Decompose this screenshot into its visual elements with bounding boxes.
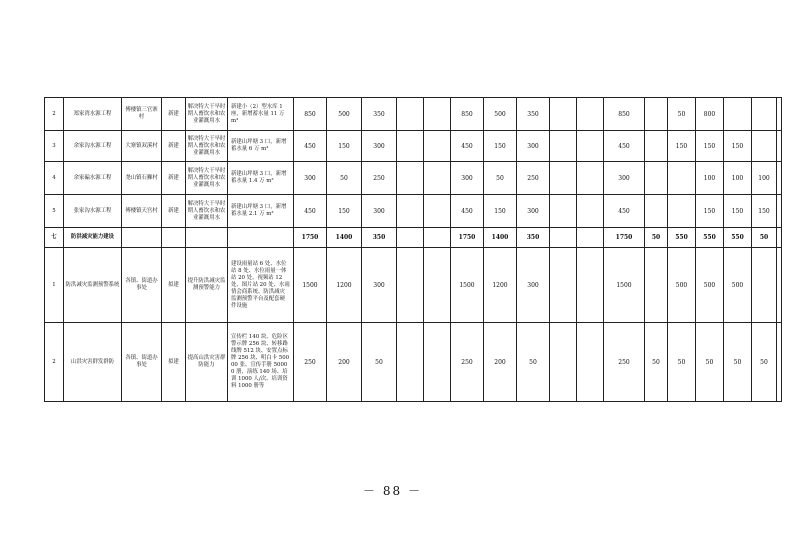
table-cell: 150	[327, 195, 362, 228]
table-cell: 提高山洪灾害群防能力	[186, 323, 228, 402]
table-cell: 1750	[604, 228, 645, 248]
table-cell	[397, 98, 424, 131]
table-cell: 450	[451, 131, 484, 162]
table-cell: 余家碥水源工程	[64, 162, 122, 195]
table-cell: 1	[45, 248, 64, 323]
table-cell	[550, 195, 577, 228]
table-cell: 450	[604, 195, 645, 228]
table-cell: 550	[668, 228, 696, 248]
table-cell: 50	[752, 323, 777, 402]
table-cell	[424, 228, 451, 248]
table-cell	[645, 98, 668, 131]
table-cell: 150	[327, 131, 362, 162]
table-cell: 100	[752, 162, 777, 195]
table-cell: 450	[451, 195, 484, 228]
table-cell	[777, 195, 782, 228]
table-cell: 新建	[162, 195, 186, 228]
table-row	[45, 162, 782, 195]
table-cell: 850	[604, 98, 645, 131]
table-cell	[424, 131, 451, 162]
table-cell: 200	[327, 323, 362, 402]
table-cell: 150	[696, 195, 724, 228]
table-cell	[550, 98, 577, 131]
table-cell: 250	[294, 323, 327, 402]
table-cell	[577, 162, 604, 195]
table-cell	[424, 248, 451, 323]
table-cell	[777, 248, 782, 323]
table-cell: 150	[696, 131, 724, 162]
table-cell: 宣传栏 140 块、危险区警示牌 256 块、转移路线牌 512 块、安置点标牌 256 块、明白卡 50000 张、宣传手册 50000 册、演练 140 场、培训 1000 人/次、培训资料 1000 册等	[228, 323, 294, 402]
table-cell: 450	[294, 195, 327, 228]
table-row	[45, 195, 782, 228]
table-row	[45, 248, 782, 323]
table-cell: 新建山坪塘 3 口，新增蓄水量 2.1 万 m³	[228, 195, 294, 228]
table-cell: 100	[724, 162, 752, 195]
table-cell	[777, 131, 782, 162]
table-cell: 各镇、街道办事处	[122, 248, 162, 323]
table-cell: 1200	[484, 248, 517, 323]
table-cell: 300	[604, 162, 645, 195]
table-cell: 300	[362, 248, 397, 323]
table-cell	[397, 248, 424, 323]
table-cell: 1750	[451, 228, 484, 248]
table-cell: 150	[752, 195, 777, 228]
table-cell: 七	[45, 228, 64, 248]
table-cell	[645, 248, 668, 323]
table-cell: 提升防洪减灾监测预警能力	[186, 248, 228, 323]
table-cell: 450	[294, 131, 327, 162]
table-cell: 5	[45, 195, 64, 228]
table-cell: 50	[645, 228, 668, 248]
table-cell: 300	[294, 162, 327, 195]
table-cell: 拟建	[162, 248, 186, 323]
table-cell: 50	[724, 323, 752, 402]
table-cell: 尧山镇石狮村	[122, 162, 162, 195]
table-cell	[424, 162, 451, 195]
table-cell: 250	[362, 162, 397, 195]
table-cell: 解决特大干旱时期人畜饮水和农业灌溉用水	[186, 195, 228, 228]
table-cell: 150	[724, 195, 752, 228]
table-cell: 3	[45, 131, 64, 162]
table-cell: 500	[696, 248, 724, 323]
table-cell: 1400	[327, 228, 362, 248]
table-cell: 1750	[294, 228, 327, 248]
table-cell: 350	[517, 98, 550, 131]
table-cell: 拟建	[162, 323, 186, 402]
table-cell: 150	[484, 195, 517, 228]
table-cell	[645, 131, 668, 162]
table-cell: 550	[696, 228, 724, 248]
table-cell: 解决特大干旱时期人畜饮水和农业灌溉用水	[186, 98, 228, 131]
table-cell	[424, 323, 451, 402]
table-cell	[668, 162, 696, 195]
table-cell: 大寨镇双溪村	[122, 131, 162, 162]
table-cell	[577, 131, 604, 162]
table-cell: 4	[45, 162, 64, 195]
table-cell: 50	[362, 323, 397, 402]
table-cell: 250	[451, 323, 484, 402]
table-cell: 新建山坪塘 3 口，新增蓄水量 1.4 万 m³	[228, 162, 294, 195]
table-cell	[162, 228, 186, 248]
table-cell: 500	[327, 98, 362, 131]
table-cell: 建设雨量站 6 处、水位站 8 处、水位雨量一体站 20 处、视频站 12 处、图片站 20 处、水雨情会商系统、防洪减灾监测预警平台及配套硬件设施	[228, 248, 294, 323]
table-cell	[724, 98, 752, 131]
table-cell: 500	[484, 98, 517, 131]
table-cell: 50	[696, 323, 724, 402]
table-cell: 各镇、街道办事处	[122, 323, 162, 402]
table-cell: 850	[451, 98, 484, 131]
table-cell	[777, 162, 782, 195]
page-number: － 88 －	[363, 484, 422, 498]
table-cell: 50	[752, 228, 777, 248]
table-cell: 350	[362, 98, 397, 131]
table-cell	[397, 228, 424, 248]
table-row	[45, 228, 782, 248]
table-cell: 新建	[162, 162, 186, 195]
table-cell	[577, 248, 604, 323]
table-cell	[752, 98, 777, 131]
table-cell	[122, 228, 162, 248]
table-cell: 1500	[604, 248, 645, 323]
table-cell: 500	[724, 248, 752, 323]
table-cell: 新建小（2）型水库 1 座，新增蓄水量 11 万 m³	[228, 98, 294, 131]
table-cell: 450	[604, 131, 645, 162]
table-cell: 50	[484, 162, 517, 195]
table-cell	[550, 131, 577, 162]
table-cell	[397, 195, 424, 228]
table-row	[45, 131, 782, 162]
table-cell: 550	[724, 228, 752, 248]
table-cell: 山洪灾害群发群防	[64, 323, 122, 402]
table-cell	[777, 228, 782, 248]
table-row	[45, 323, 782, 402]
table-cell: 850	[294, 98, 327, 131]
table-cell: 800	[696, 98, 724, 131]
table-cell	[577, 323, 604, 402]
table-cell	[752, 131, 777, 162]
table-cell: 150	[668, 131, 696, 162]
investment-table	[44, 97, 782, 402]
table-cell: 250	[604, 323, 645, 402]
table-cell: 2	[45, 323, 64, 402]
table-cell: 350	[517, 228, 550, 248]
table-cell: 50	[517, 323, 550, 402]
table-cell	[397, 162, 424, 195]
table-cell: 300	[517, 195, 550, 228]
table-cell: 新建	[162, 98, 186, 131]
table-cell	[777, 323, 782, 402]
table-cell: 300	[362, 131, 397, 162]
table-cell: 50	[668, 323, 696, 402]
table-cell	[645, 162, 668, 195]
table-cell	[550, 323, 577, 402]
table-cell	[577, 228, 604, 248]
table-cell: 2	[45, 98, 64, 131]
table-cell: 300	[517, 131, 550, 162]
table-cell	[550, 248, 577, 323]
table-cell: 50	[668, 98, 696, 131]
table-cell: 防洪减灾监测预警系统	[64, 248, 122, 323]
table-cell: 1400	[484, 228, 517, 248]
table-cell: 郑家湾水源工程	[64, 98, 122, 131]
table-cell	[424, 195, 451, 228]
table-cell: 300	[451, 162, 484, 195]
table-cell	[550, 228, 577, 248]
table-cell: 余家沟水源工程	[64, 131, 122, 162]
table-cell: 1500	[451, 248, 484, 323]
table-cell: 傅楼镇天宫村	[122, 195, 162, 228]
table-cell	[228, 228, 294, 248]
table-cell: 防洪减灾能力建设	[64, 228, 122, 248]
table-cell	[645, 195, 668, 228]
table-cell	[424, 98, 451, 131]
table-cell: 300	[517, 248, 550, 323]
table-cell: 150	[484, 131, 517, 162]
table-cell	[550, 162, 577, 195]
table-cell	[777, 98, 782, 131]
table-cell: 解决特大干旱时期人畜饮水和农业灌溉用水	[186, 131, 228, 162]
table-cell	[752, 248, 777, 323]
table-cell: 100	[696, 162, 724, 195]
table-cell: 张家沟水源工程	[64, 195, 122, 228]
table-cell	[397, 131, 424, 162]
table-cell: 350	[362, 228, 397, 248]
table-cell: 1200	[327, 248, 362, 323]
table-cell: 解决特大干旱时期人畜饮水和农业灌溉用水	[186, 162, 228, 195]
table-cell	[577, 98, 604, 131]
table-cell: 150	[724, 131, 752, 162]
table-cell	[668, 195, 696, 228]
table-cell: 1500	[294, 248, 327, 323]
table-cell	[577, 195, 604, 228]
table-cell: 500	[668, 248, 696, 323]
table-cell: 300	[362, 195, 397, 228]
table-cell: 250	[517, 162, 550, 195]
table-cell: 傅楼镇三官寨村	[122, 98, 162, 131]
table-cell: 200	[484, 323, 517, 402]
table-cell: 新建山坪塘 3 口，新增蓄水量 6 万 m³	[228, 131, 294, 162]
table-row	[45, 98, 782, 131]
table-cell: 新建	[162, 131, 186, 162]
table-cell: 50	[327, 162, 362, 195]
table-cell: 50	[645, 323, 668, 402]
table-cell	[186, 228, 228, 248]
table-cell	[397, 323, 424, 402]
